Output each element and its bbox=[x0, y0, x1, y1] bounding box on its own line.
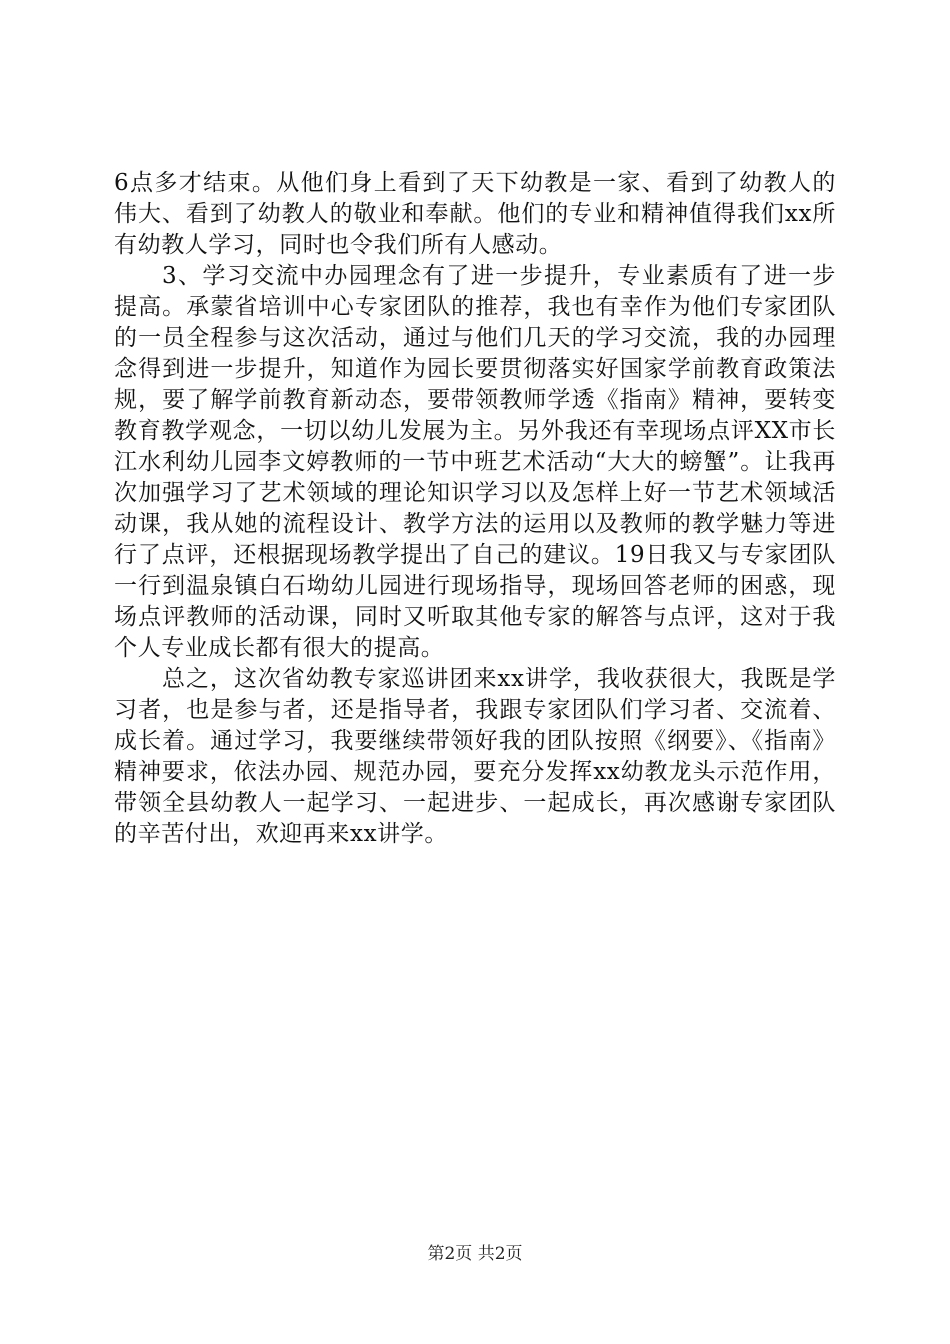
paragraph-learning-exchange: 3、学习交流中办园理念有了进一步提升，专业素质有了进一步提高。承蒙省培训中心专家团队的推荐，我也有幸作为他们专家团队的一员全程参与这次活动，通过与他们几天的学习交流，我的办园理念得到进一步提升，知道作为园长要贯彻落实好国家学前教育政策法规，要了解学前教育新动态，要带领教师学透《指南》精神，要转变教育教学观念，一切以幼儿发展为主。另外我还有幸现场点评XX市长江水利幼儿园李文婷教师的一节中班艺术活动“大大的螃蟹”。让我再次加强学习了艺术领域的理论知识学习以及怎样上好一节艺术领域活动课，我从她的流程设计、教学方法的运用以及教师的教学魅力等进行了点评，还根据现场教学提出了自己的建议。19日我又与专家团队一行到温泉镇白石坳幼儿园进行现场指导，现场回答老师的困惑，现场点评教师的活动课，同时又听取其他专家的解答与点评，这对于我个人专业成长都有很大的提高。 bbox=[114, 263, 836, 661]
paragraph-conclusion: 总之，这次省幼教专家巡讲团来xx讲学，我收获很大，我既是学习者，也是参与者，还是指导者，我跟专家团队们学习者、交流着、成长着。通过学习，我要继续带领好我的团队按照《纲要》、《指南》精神要求，依法办园、规范办园，要充分发挥xx幼教龙头示范作用，带领全县幼教人一起学习、一起进步、一起成长，再次感谢专家团队的辛苦付出，欢迎再来xx讲学。 bbox=[114, 666, 836, 847]
document-body bbox=[114, 168, 836, 850]
page-number-footer: 第2页 共2页 bbox=[427, 1244, 523, 1264]
paragraph-continuation: 6点多才结束。从他们身上看到了天下幼教是一家、看到了幼教人的伟大、看到了幼教人的敬业和奉献。他们的专业和精神值得我们xx所有幼教人学习，同时也令我们所有人感动。 bbox=[114, 170, 836, 258]
